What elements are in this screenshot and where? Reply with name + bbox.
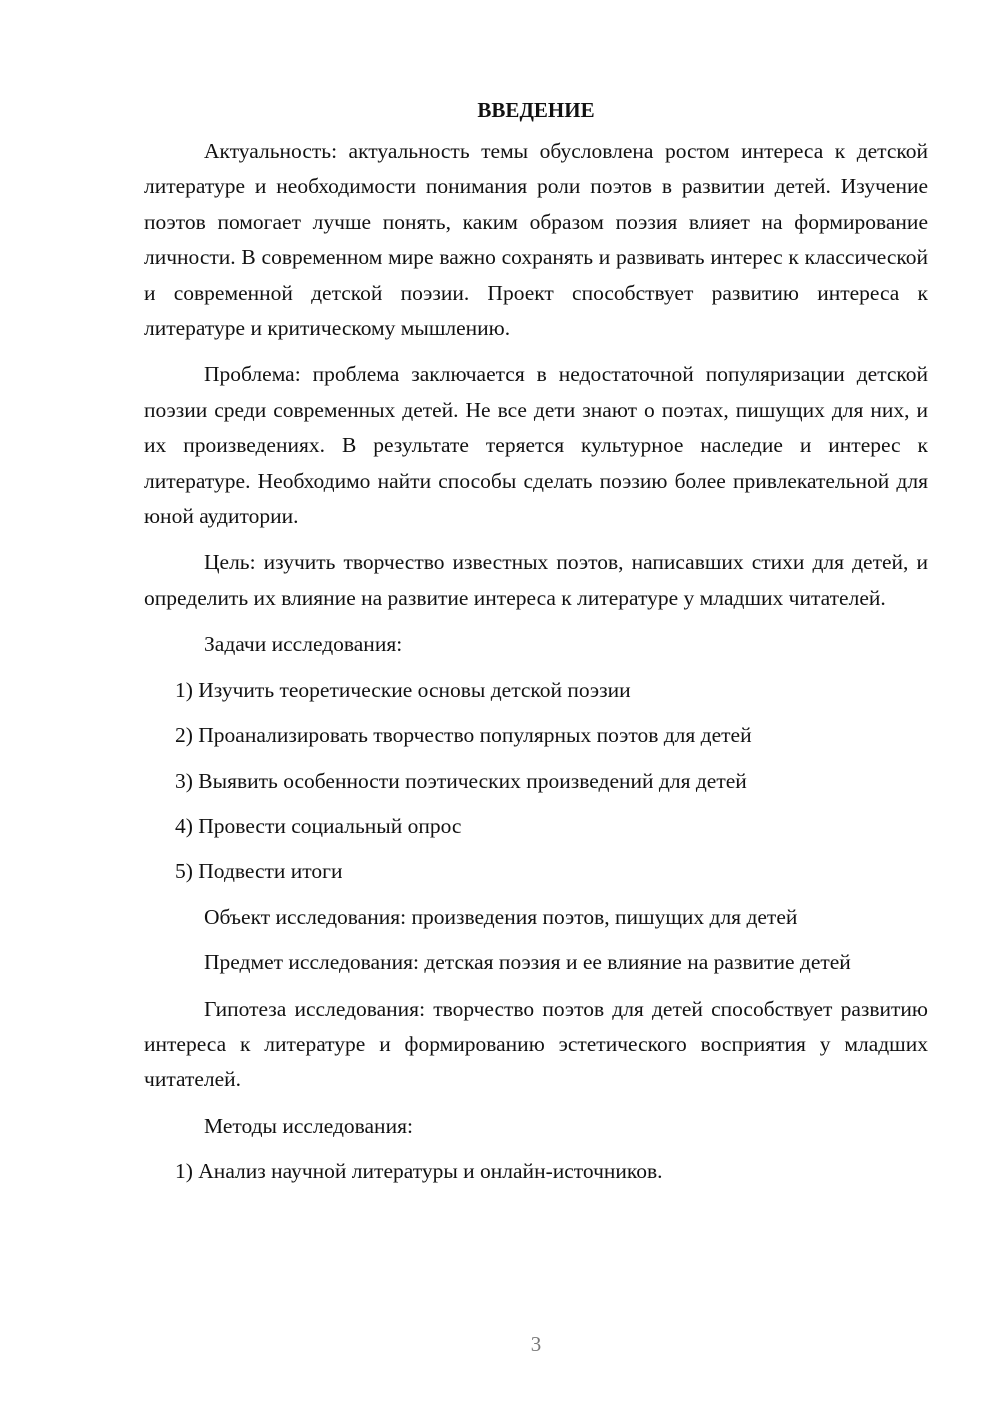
tasks-heading: Задачи исследования: [204,632,403,657]
subject-paragraph: Предмет исследования: детская поэзия и ее влияние на развитие детей [204,950,851,975]
page-number: 3 [530,1332,542,1356]
goal-paragraph: Цель: изучить творчество известных поэтов, написавших стихи для детей, и определить их влияние на развитие интереса к литературе у младших читателей. [144,550,928,610]
task-item-3: 3) Выявить особенности поэтических произведений для детей [175,768,747,793]
task-item-1: 1) Изучить теоретические основы детской поэзии [175,677,631,702]
problem-paragraph: Проблема: проблема заключается в недостаточной популяризации детской поэзии среди современных детей. Не все дети знают о поэтах, пишущих для них, и их произведениях. В результате теряется культурное наследие и интерес к литературе. Необходимо найти способы сделать поэзию более привлекательной для юной аудитории. [144,362,928,529]
task-item-5: 5) Подвести итоги [175,859,343,884]
task-item-2: 2) Проанализировать творчество популярных поэтов для детей [175,723,752,748]
page-title: ВВЕДЕНИЕ [477,98,595,122]
relevance-paragraph: Актуальность: актуальность темы обусловлена ростом интереса к детской литературе и необходимости понимания роли поэтов в развитии детей. Изучение поэтов помогает лучше понять, каким образом поэзия влияет на формирование личности. В современном мире важно сохранять и развивать интерес к классической и современной детской поэзии. Проект способствует развитию интереса к литературе и критическому мышлению. [144,139,928,341]
method-item-1: 1) Анализ научной литературы и онлайн-источников. [175,1159,663,1184]
hypothesis-paragraph: Гипотеза исследования: творчество поэтов для детей способствует развитию интереса к литературе и формированию эстетического восприятия у младших читателей. [144,996,928,1092]
page-content [144,92,928,1200]
task-item-4: 4) Провести социальный опрос [175,813,462,838]
methods-heading: Методы исследования: [204,1113,413,1138]
object-paragraph: Объект исследования: произведения поэтов, пишущих для детей [204,904,798,929]
